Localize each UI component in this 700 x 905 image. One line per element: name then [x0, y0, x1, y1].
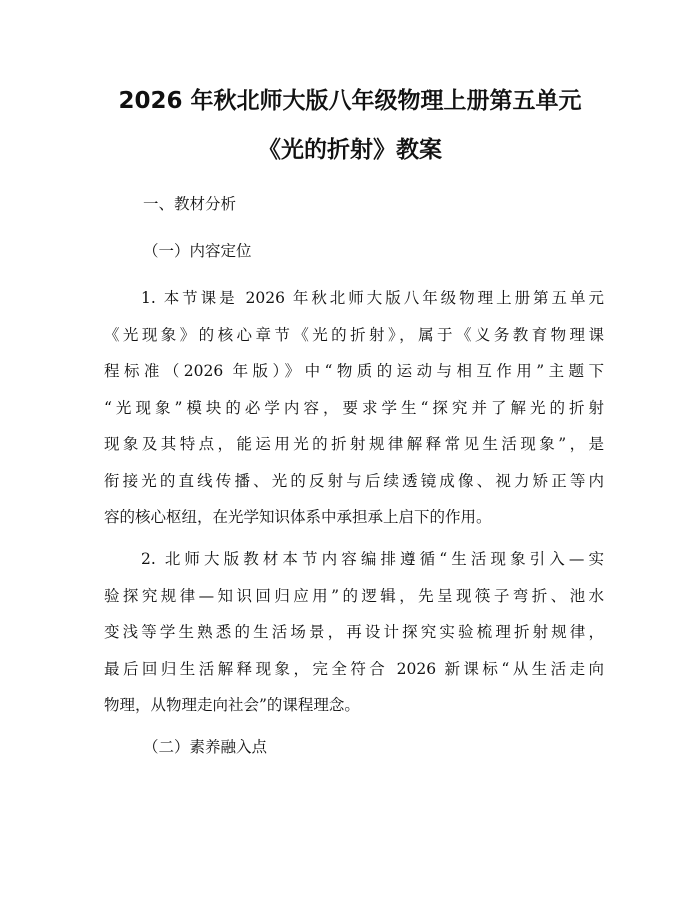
paragraph-line: 最后回归生活解释现象，完全符合 2026 新课标“从生活走向 [104, 659, 604, 678]
paragraph-line: 2. 北师大版教材本节内容编排遵循“生活现象引入—实 [141, 550, 604, 568]
paragraph-line: 程标准（2026 年版）》中“物质的运动与相互作用”主题下 [104, 362, 604, 380]
paragraph-2 [104, 548, 604, 731]
paragraph-line: 容的核心枢纽，在光学知识体系中承担承上启下的作用。 [104, 508, 492, 526]
paragraph-line: 变浅等学生熟悉的生活场景，再设计探究实验梳理折射规律， [104, 623, 604, 641]
paragraph-line: 《光现象》的核心章节《光的折射》，属于《义务教育物理课 [104, 325, 604, 344]
paragraph-line: 现象及其特点，能运用光的折射规律解释常见生活现象”，是 [104, 435, 604, 453]
paragraph-1 [104, 287, 604, 543]
paragraph-line: 衔接光的直线传播、光的反射与后续透镜成像、视力矫正等内 [104, 471, 604, 490]
paragraph-line: 验探究规律—知识回归应用”的逻辑，先呈现筷子弯折、池水 [104, 586, 604, 605]
paragraph-line: 1. 本节课是 2026 年秋北师大版八年级物理上册第五单元 [141, 289, 604, 307]
document-title-line-2: 《光的折射》教案 [258, 137, 442, 163]
subsection-heading-content-positioning: （一）内容定位 [143, 242, 252, 260]
section-heading-textbook-analysis: 一、教材分析 [143, 195, 237, 213]
subsection-heading-literacy-integration: （二）素养融入点 [143, 738, 268, 756]
paragraph-line: 物理，从物理走向社会”的课程理念。 [104, 696, 360, 714]
document-title-line-1: 2026 年秋北师大版八年级物理上册第五单元 [118, 88, 582, 114]
paragraph-line: “光现象”模块的必学内容，要求学生“探究并了解光的折射 [104, 398, 604, 417]
